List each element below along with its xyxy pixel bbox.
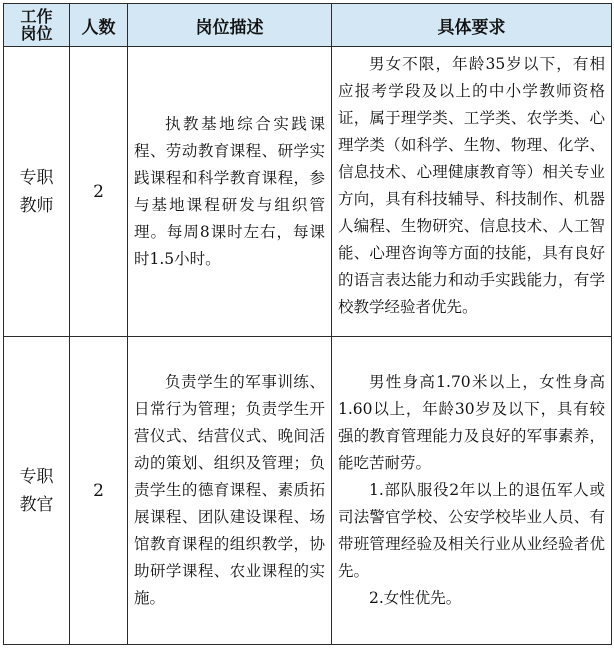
count-cell: 2 [70,47,128,337]
description-cell [128,47,332,337]
requirements-text: 男性身高1.70米以上，女性身高1.60以上，年龄30岁及以下，具有较强的教育管理能力及良好的军事素养，能吃苦耐劳。 [338,373,605,472]
requirements-cell [332,47,612,337]
count-cell: 2 [70,337,128,645]
job-requirements-table [3,3,612,645]
requirements-text: 男女不限，年龄35岁以下，有相应报考学段及以上的中小学教师资格证，属于理学类、工学类、农学类、心理学类（如科学、生物、物理、化学、信息技术、心理健康教育等）相关专业方向，具有科技辅导、科技制作、机器人编程、生物研究、信息技术、人工智能、心理咨询等方面的技能，具有良好的语言表达能力和动手实践能力，有学校教学经验者优先。 [338,55,605,316]
post-cell: 专职 教官 [4,337,70,645]
header-post: 工作 岗位 [4,4,70,47]
post-cell: 专职 教师 [4,47,70,337]
table-header-row [4,4,612,47]
description-text: 执教基地综合实践课程、劳动教育课程、研学实践课程和科学教育课程，参与基地课程研发与组织管理。每周8课时左右，每课时1.5小时。 [134,114,325,268]
description-text: 负责学生的军事训练、日常行为管理；负责学生开营仪式、结营仪式、晚间活动的策划、组织及管理；负责学生的德育课程、素质拓展课程、团队建设课程、场馆教育课程的组织教学，协助研学课程、农业课程的实施。 [134,373,325,607]
table-row [4,337,612,645]
requirements-cell [332,337,612,645]
requirements-item: 1.部队服役2年以上的退伍军人或司法警官学校、公安学校毕业人员、有带班管理经验及相关行业从业经验者优先。 [338,481,605,580]
description-cell [128,337,332,645]
requirements-item: 2.女性优先。 [369,589,462,607]
table-row [4,47,612,337]
header-description: 岗位描述 [128,4,332,47]
header-requirements: 具体要求 [332,4,612,47]
header-count: 人数 [70,4,128,47]
